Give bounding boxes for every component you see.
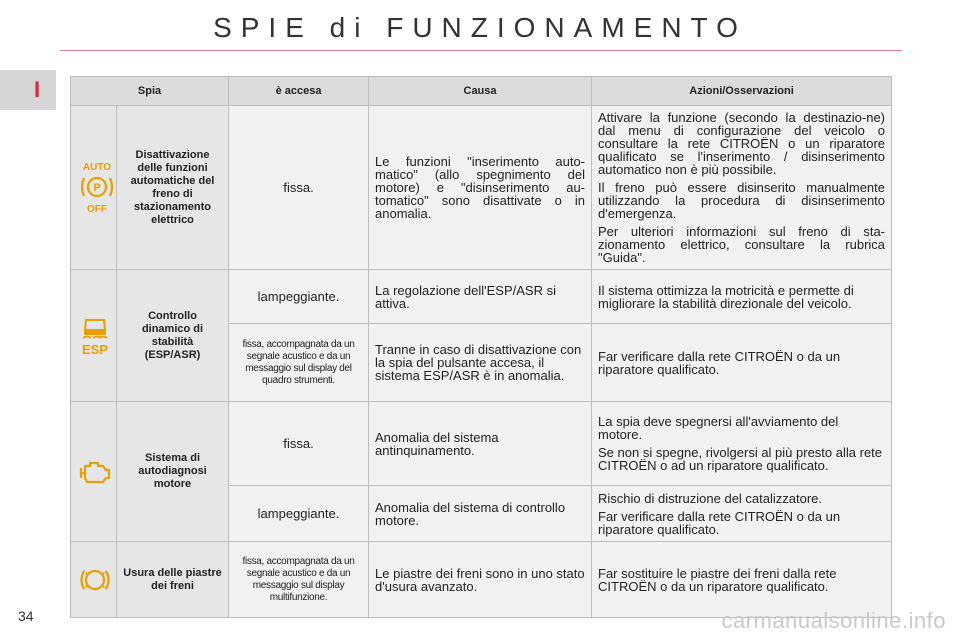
action-text: Per ulteriori informazioni sul freno di sta-zionamento elettrico, consultare la rubrica "Guida". xyxy=(598,224,886,265)
auto-p-off-icon xyxy=(77,159,117,217)
state-cell: lampeggiante. xyxy=(229,486,369,542)
table-row xyxy=(71,542,892,618)
row-name: Sistema di autodiagnosi motore xyxy=(117,402,229,542)
row-name: Disattivazione delle funzioni automatiche del freno di stazionamento elettrico xyxy=(117,106,229,270)
esp-icon xyxy=(77,316,113,356)
row-name: Usura delle piastre dei freni xyxy=(117,542,229,618)
action-cell xyxy=(592,270,892,324)
action-text: Far verificare dalla rete CITROËN o da un riparatore qualificato. xyxy=(598,348,841,377)
state-cell: fissa, accompagnata da un segnale acustico e da un messaggio sul display multifunzione. xyxy=(229,542,369,618)
action-text: Far verificare dalla rete CITROËN o da un riparatore qualificato. xyxy=(598,508,841,537)
row-name: Controllo dinamico di stabilità (ESP/ASR) xyxy=(117,270,229,402)
action-text: Attivare la funzione (secondo la destinazio-ne) dal menu di configurazione del veicolo o consultare la rete CITROËN o un riparatore qualificato se l'inserimento / disinserimento automatico non è più possibile. xyxy=(598,110,886,177)
table-row xyxy=(71,106,892,270)
cause-cell: La regolazione dell'ESP/ASR si attiva. xyxy=(369,270,592,324)
warning-lights-table xyxy=(70,76,892,618)
header-accesa: è accesa xyxy=(229,77,369,106)
icon-cell xyxy=(71,542,117,618)
page-title: SPIE di FUNZIONAMENTO xyxy=(213,12,747,43)
watermark: carmanualsonline.info xyxy=(721,608,946,633)
chapter-tab xyxy=(0,70,56,110)
action-text: Il sistema ottimizza la motricità e permette di migliorare la stabilità direzionale del veicolo. xyxy=(598,282,854,311)
svg-text:ESP: ESP xyxy=(81,341,109,356)
state-cell: lampeggiante. xyxy=(229,270,369,324)
icon-cell xyxy=(71,270,117,402)
cause-cell: Le piastre dei freni sono in uno stato d'usura avanzato. xyxy=(369,542,592,618)
brake-pad-icon xyxy=(77,565,113,595)
chapter-tab-letter: I xyxy=(34,77,41,102)
action-text: Rischio di distruzione del catalizzatore. xyxy=(598,490,823,506)
page-number: 34 xyxy=(18,608,34,624)
icon-cell xyxy=(71,402,117,542)
action-text: La spia deve spegnersi all'avviamento del motore. xyxy=(598,414,839,442)
action-cell xyxy=(592,324,892,402)
svg-text:P: P xyxy=(93,181,101,194)
header-azioni: Azioni/Osservazioni xyxy=(592,77,892,106)
header-spia: Spia xyxy=(71,77,229,106)
action-cell xyxy=(592,106,892,270)
action-text: Far sostituire le piastre dei freni dalla rete CITROËN o da un riparatore qualificato. xyxy=(598,565,837,594)
state-cell: fissa. xyxy=(229,402,369,486)
icon-cell xyxy=(71,106,117,270)
table-row xyxy=(71,402,892,486)
cause-cell: Le funzioni "inserimento auto-matico" (allo spegnimento del motore) e "disinserimento au-tomatico" sono disattivate o in anomalia. xyxy=(369,106,592,270)
action-cell xyxy=(592,402,892,486)
action-cell xyxy=(592,486,892,542)
engine-icon xyxy=(77,458,113,486)
cause-cell: Tranne in caso di disattivazione con la spia del pulsante accesa, il sistema ESP/ASR è in anomalia. xyxy=(369,324,592,402)
header-causa: Causa xyxy=(369,77,592,106)
title-divider xyxy=(60,50,902,51)
svg-text:AUTO: AUTO xyxy=(82,161,112,173)
svg-text:OFF: OFF xyxy=(87,203,107,215)
action-cell xyxy=(592,542,892,618)
state-cell: fissa. xyxy=(229,106,369,270)
cause-cell: Anomalia del sistema di controllo motore. xyxy=(369,486,592,542)
table-row xyxy=(71,270,892,324)
action-text: Il freno può essere disinserito manualmente utilizzando la procedura di disinserimento d'emergenza. xyxy=(598,180,886,221)
table-header-row xyxy=(71,77,892,106)
action-text: Se non si spegne, rivolgersi al più presto alla rete CITROËN o ad un riparatore qualificato. xyxy=(598,445,883,473)
state-cell: fissa, accompagnata da un segnale acustico e da un messaggio sul display del quadro strumenti. xyxy=(229,324,369,402)
cause-cell: Anomalia del sistema antinquinamento. xyxy=(369,402,592,486)
